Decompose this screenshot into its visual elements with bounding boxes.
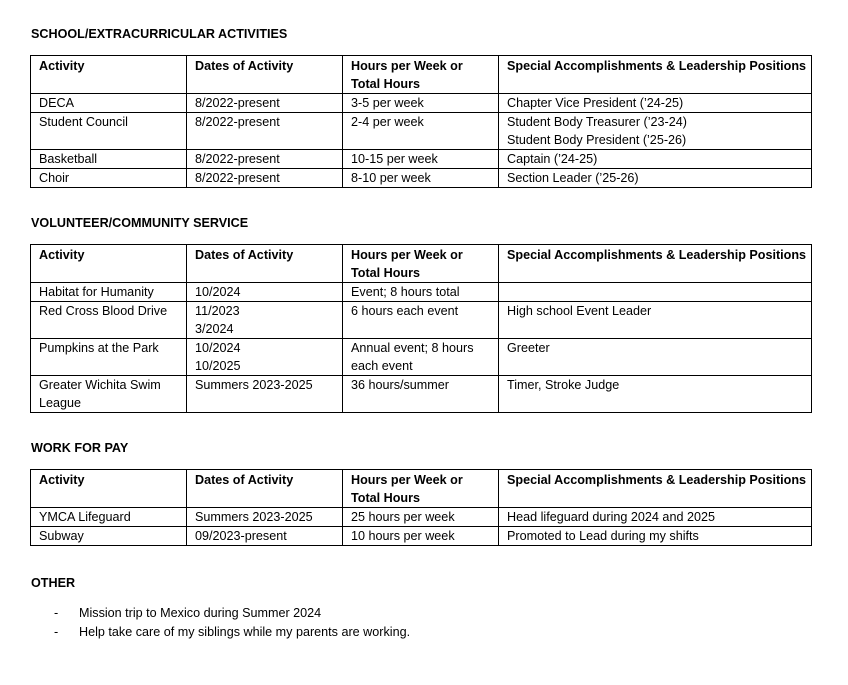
cell-dates xyxy=(187,339,343,376)
section-title-school: SCHOOL/EXTRACURRICULAR ACTIVITIES xyxy=(31,27,288,41)
table-header-row xyxy=(31,470,812,508)
volunteer-activities-table xyxy=(30,244,812,413)
header-special: Special Accomplishments & Leadership Positions xyxy=(499,56,812,94)
header-hours-line2: Total Hours xyxy=(351,491,421,505)
cell-dates: 8/2022-present xyxy=(187,169,343,188)
cell-special xyxy=(499,283,812,302)
cell-hours-line2: each event xyxy=(351,359,413,373)
cell-activity: DECA xyxy=(31,94,187,113)
other-list xyxy=(52,604,410,642)
cell-dates xyxy=(187,302,343,339)
cell-activity xyxy=(31,376,187,413)
header-special: Special Accomplishments & Leadership Positions xyxy=(499,470,812,508)
table-row xyxy=(31,94,812,113)
cell-activity: YMCA Lifeguard xyxy=(31,508,187,527)
cell-activity: Pumpkins at the Park xyxy=(31,339,187,376)
cell-special-line1: Student Body Treasurer (’23-24) xyxy=(507,115,687,129)
table-row xyxy=(31,169,812,188)
header-dates: Dates of Activity xyxy=(187,245,343,283)
cell-special: Timer, Stroke Judge xyxy=(499,376,812,413)
header-special: Special Accomplishments & Leadership Positions xyxy=(499,245,812,283)
cell-special: Section Leader (’25-26) xyxy=(499,169,812,188)
cell-special: Chapter Vice President (’24-25) xyxy=(499,94,812,113)
header-dates: Dates of Activity xyxy=(187,56,343,94)
cell-dates-line1: 10/2024 xyxy=(195,341,241,355)
cell-hours: 10-15 per week xyxy=(343,150,499,169)
cell-activity-line1: Greater Wichita Swim xyxy=(39,378,161,392)
dash-bullet: - xyxy=(54,625,59,639)
cell-dates: 8/2022-present xyxy=(187,113,343,150)
header-activity: Activity xyxy=(31,470,187,508)
section-title-volunteer: VOLUNTEER/COMMUNITY SERVICE xyxy=(31,216,249,230)
cell-dates-line2: 3/2024 xyxy=(195,322,234,336)
cell-hours: 25 hours per week xyxy=(343,508,499,527)
table-row xyxy=(31,376,812,413)
cell-activity: Habitat for Humanity xyxy=(31,283,187,302)
cell-activity: Red Cross Blood Drive xyxy=(31,302,187,339)
cell-special: Captain (’24-25) xyxy=(499,150,812,169)
cell-hours: Event; 8 hours total xyxy=(343,283,499,302)
header-hours-line1: Hours per Week or xyxy=(351,59,463,73)
cell-activity: Subway xyxy=(31,527,187,546)
cell-dates: 8/2022-present xyxy=(187,150,343,169)
cell-hours xyxy=(343,339,499,376)
list-item-text: Mission trip to Mexico during Summer 2024 xyxy=(79,606,322,620)
cell-dates: 10/2024 xyxy=(187,283,343,302)
header-activity: Activity xyxy=(31,245,187,283)
cell-dates: Summers 2023-2025 xyxy=(187,376,343,413)
header-hours xyxy=(343,56,499,94)
header-hours xyxy=(343,245,499,283)
cell-dates: Summers 2023-2025 xyxy=(187,508,343,527)
cell-activity: Student Council xyxy=(31,113,187,150)
table-row xyxy=(31,113,812,150)
table-header-row xyxy=(31,245,812,283)
cell-special: Greeter xyxy=(499,339,812,376)
section-title-work: WORK FOR PAY xyxy=(31,441,129,455)
cell-dates: 09/2023-present xyxy=(187,527,343,546)
cell-dates-line1: 11/2023 xyxy=(195,304,240,318)
table-row xyxy=(31,339,812,376)
dash-bullet: - xyxy=(54,606,59,620)
cell-hours-line1: Annual event; 8 hours xyxy=(351,341,474,355)
cell-hours: 36 hours/summer xyxy=(343,376,499,413)
cell-dates-line2: 10/2025 xyxy=(195,359,241,373)
table-row xyxy=(31,508,812,527)
header-hours-line2: Total Hours xyxy=(351,77,421,91)
cell-hours: 8-10 per week xyxy=(343,169,499,188)
header-dates: Dates of Activity xyxy=(187,470,343,508)
cell-hours: 2-4 per week xyxy=(343,113,499,150)
cell-special: High school Event Leader xyxy=(499,302,812,339)
cell-dates: 8/2022-present xyxy=(187,94,343,113)
list-item xyxy=(52,604,410,623)
list-item xyxy=(52,623,410,642)
cell-special-line2: Student Body President (’25-26) xyxy=(507,133,687,147)
cell-special: Promoted to Lead during my shifts xyxy=(499,527,812,546)
cell-hours: 10 hours per week xyxy=(343,527,499,546)
cell-special: Head lifeguard during 2024 and 2025 xyxy=(499,508,812,527)
table-row xyxy=(31,150,812,169)
table-row xyxy=(31,302,812,339)
work-activities-table xyxy=(30,469,812,546)
cell-hours: 3-5 per week xyxy=(343,94,499,113)
table-row xyxy=(31,527,812,546)
header-hours xyxy=(343,470,499,508)
cell-special xyxy=(499,113,812,150)
school-activities-table xyxy=(30,55,812,188)
table-header-row xyxy=(31,56,812,94)
table-row xyxy=(31,283,812,302)
cell-activity: Basketball xyxy=(31,150,187,169)
cell-activity-line2: League xyxy=(39,396,82,410)
list-item-text: Help take care of my siblings while my parents are working. xyxy=(79,625,411,639)
cell-hours: 6 hours each event xyxy=(343,302,499,339)
header-activity: Activity xyxy=(31,56,187,94)
cell-activity: Choir xyxy=(31,169,187,188)
header-hours-line2: Total Hours xyxy=(351,266,421,280)
header-hours-line1: Hours per Week or xyxy=(351,248,463,262)
section-title-other: OTHER xyxy=(31,576,76,590)
header-hours-line1: Hours per Week or xyxy=(351,473,463,487)
